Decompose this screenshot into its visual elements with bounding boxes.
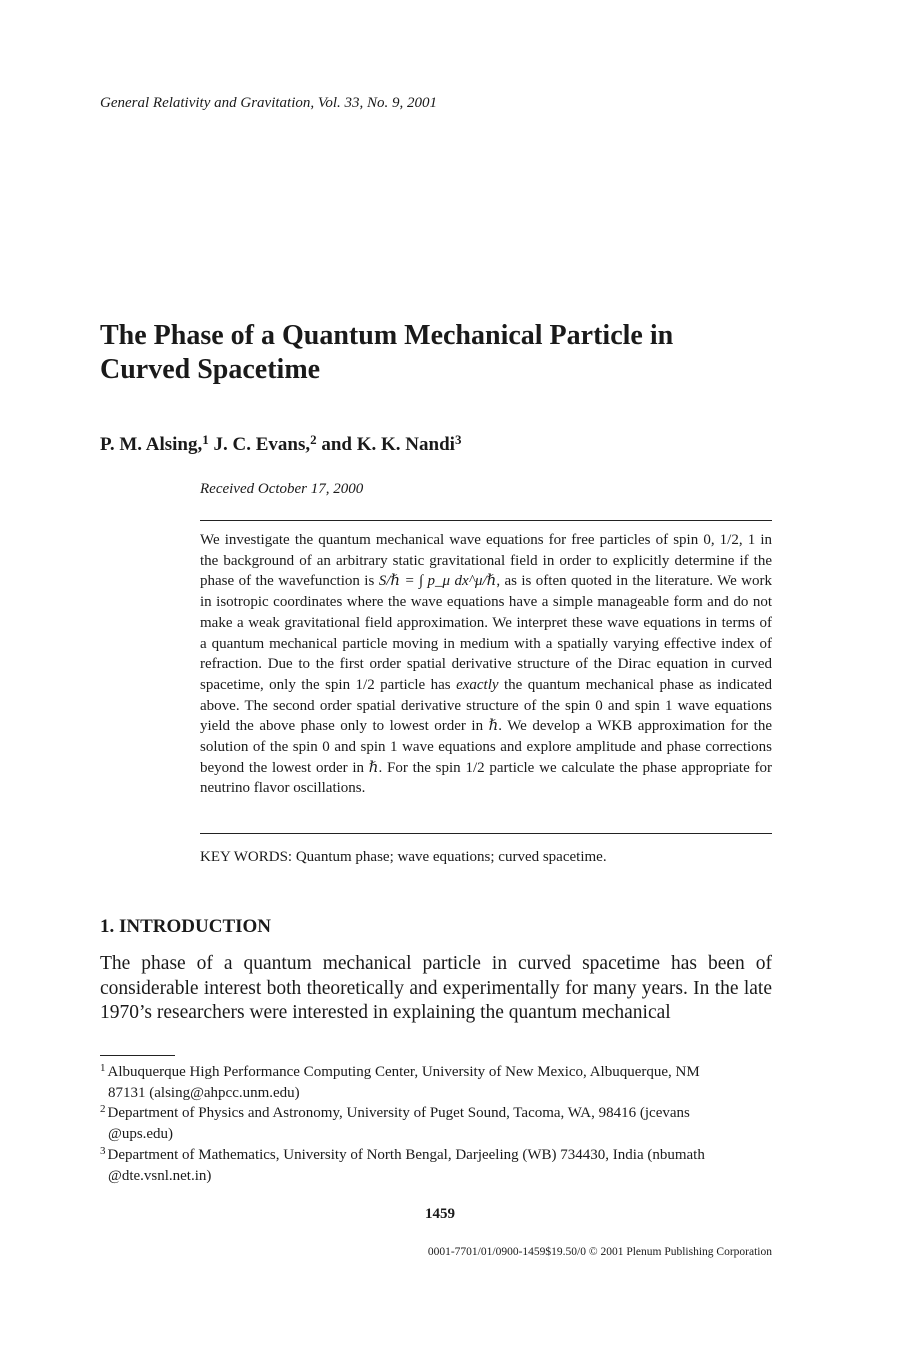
abstract-text-2: , as is often quoted in the literature. We work in isotropic coordinates where the wave equations have a simple manageable form and do not make a weak gravitational field approximation. We interpret these wave equations in terms of a quantum mechanical particle moving in medium with a spatially varying effective index of refraction. Due to the first order spatial derivative structure of the Dirac equation in curved spacetime, only the spin 1/2 particle has	[200, 573, 772, 693]
footnote-text-continued: 87131 (alsing@ahpcc.unm.edu)	[108, 1084, 300, 1101]
page-number: 1459	[425, 1206, 455, 1222]
footnote-mark: 3	[100, 1145, 106, 1157]
author-affiliation-mark: 3	[454, 432, 462, 447]
footnote-mark: 2	[100, 1103, 106, 1115]
abstract-emphasis: exactly	[456, 676, 499, 693]
abstract-paragraph	[200, 530, 772, 799]
abstract	[200, 530, 772, 799]
footnote-text-continued: @ups.edu)	[108, 1125, 174, 1142]
abstract-bottom-rule	[200, 833, 772, 834]
section-heading: 1. INTRODUCTION	[100, 916, 272, 937]
footnote-rule	[100, 1055, 175, 1056]
copyright-line: 0001-7701/01/0900-1459$19.50/0 © 2001 Plenum Publishing Corporation	[427, 1246, 772, 1258]
author-name: J. C. Evans,	[213, 434, 311, 455]
footnote-text: Department of Mathematics, University of North Bengal, Darjeeling (WB) 734430, India (nbumath	[107, 1147, 705, 1163]
abstract-top-rule	[200, 520, 772, 521]
title-line-1: The Phase of a Quantum Mechanical Particle in	[100, 320, 674, 351]
author-list	[100, 434, 461, 456]
received-date: Received October 17, 2000	[200, 481, 364, 497]
footnote	[100, 1103, 772, 1144]
footnote-mark: 1	[100, 1062, 106, 1074]
footnote-text: Department of Physics and Astronomy, University of Puget Sound, Tacoma, WA, 98416 (jcevans	[107, 1105, 690, 1121]
intro-text: The phase of a quantum mechanical particle in curved spacetime has been of considerable interest both theoretically and experimentally for many years. In the late 1970’s researchers were interested in explaining the quantum mechanical	[100, 953, 772, 1023]
phase-formula: S/ℏ = ∫ p_μ dx^μ/ℏ	[378, 573, 497, 590]
title-line-2: Curved Spacetime	[100, 354, 321, 385]
journal-header: General Relativity and Gravitation, Vol. 33, No. 9, 2001	[100, 95, 438, 111]
author-name: P. M. Alsing,	[100, 434, 203, 455]
footnote-text-continued: @dte.vsnl.net.in)	[108, 1167, 212, 1184]
intro-paragraph	[100, 952, 772, 1026]
abstract-text-1: We investigate the quantum mechanical wave equations for free particles of spin 0, 1/2, 1 in the background of an arbitrary static gravitational field in order to explicitly determine if the phase of the wavefunction is	[200, 532, 772, 590]
abstract-text-3: the quantum mechanical phase as indicated above. The second order spatial derivative structure of the spin 0 and spin 1 wave equations yield the above phase only to lowest order in ℏ. We develop a WKB approximation for the solution of the spin 0 and spin 1 wave equations and explore amplitude and phase corrections beyond the lowest order in ℏ. For the spin 1/2 particle we calculate the phase appropriate for neutrino flavor oscillations.	[200, 676, 773, 797]
author-name: and K. K. Nandi	[321, 434, 455, 455]
author-affiliation-mark: 2	[310, 432, 317, 447]
footnote	[100, 1145, 772, 1186]
footnote-text: Albuquerque High Performance Computing Center, University of New Mexico, Albuquerque, NM	[107, 1064, 700, 1080]
footnote	[100, 1062, 772, 1103]
article-title	[100, 319, 800, 387]
keywords: KEY WORDS: Quantum phase; wave equations; curved spacetime.	[200, 849, 607, 865]
author-affiliation-mark: 1	[202, 432, 209, 447]
